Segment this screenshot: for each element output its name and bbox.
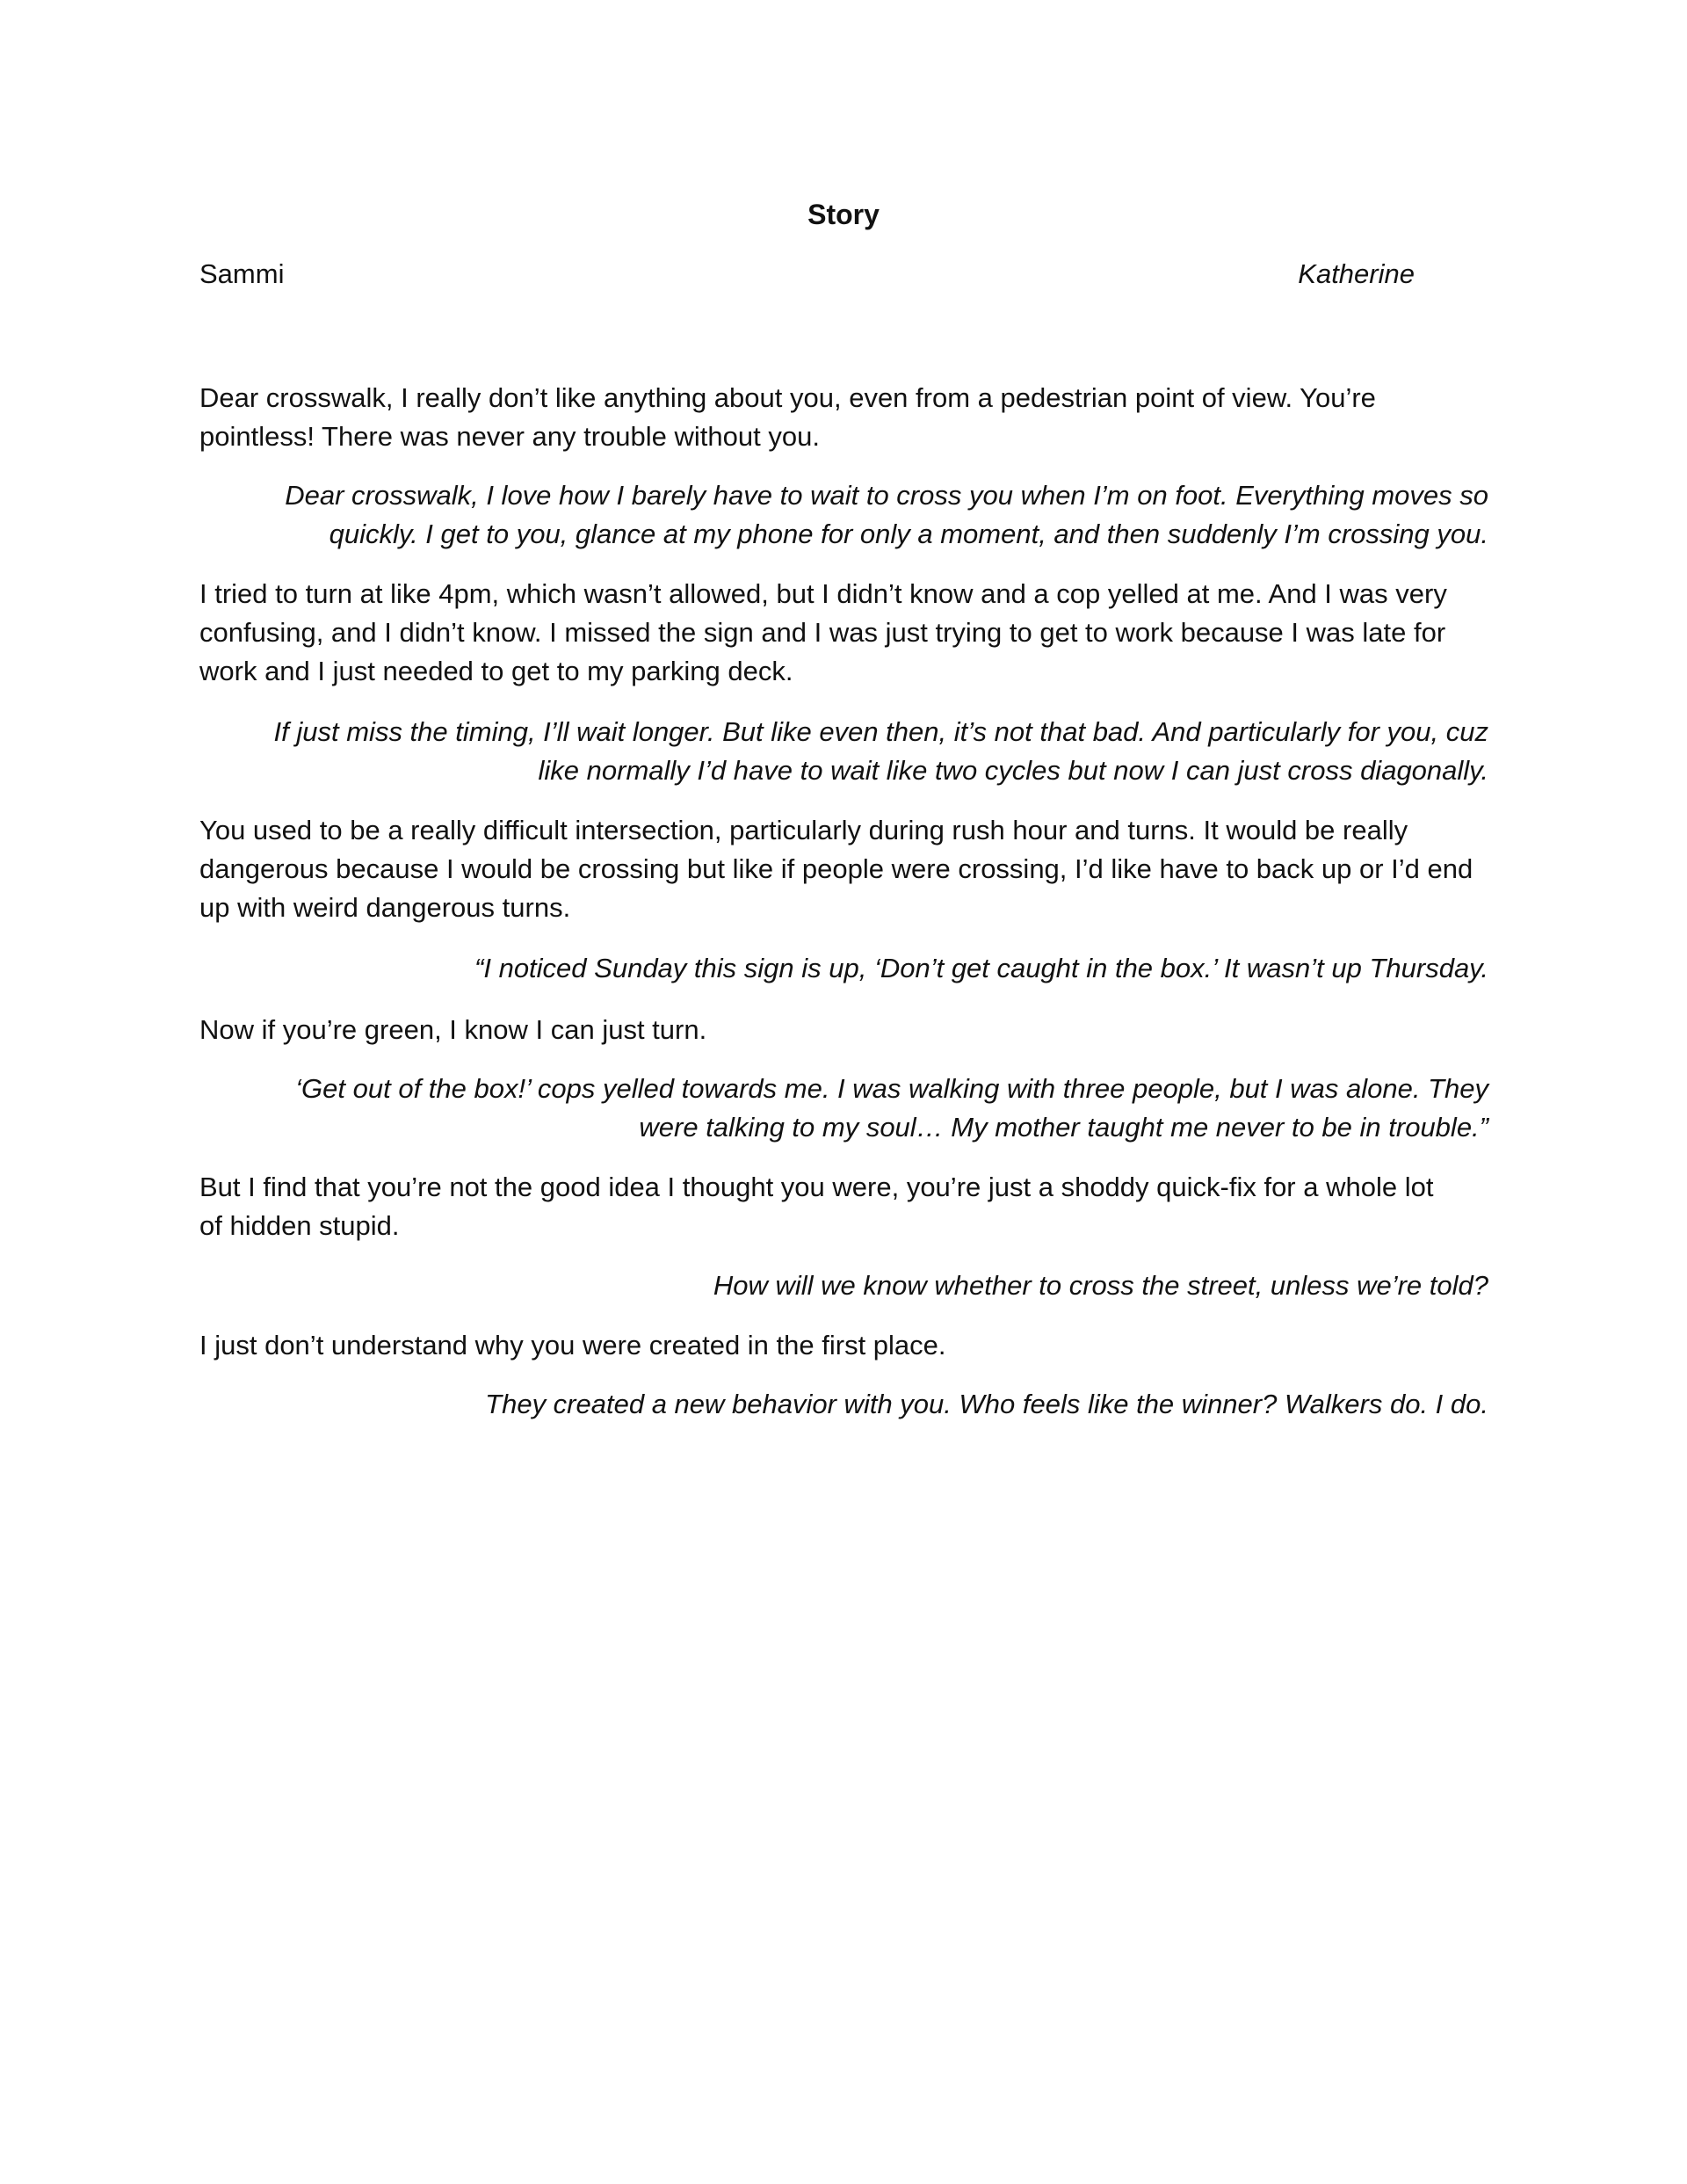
text-line: But I find that you’re not the good idea I thought you were, you’re just a shoddy quick-fix for a whole lot	[199, 1172, 1434, 1202]
paragraph-katherine	[199, 949, 1488, 988]
text-line: They created a new behavior with you. Who feels like the winner? Walkers do. I do.	[485, 1389, 1488, 1419]
paragraph-sammi	[199, 1011, 1488, 1049]
text-line: work and I just needed to get to my parking deck.	[199, 656, 793, 686]
text-line: of hidden stupid.	[199, 1210, 400, 1241]
text-line: like normally I’d have to wait like two cycles but now I can just cross diagonally.	[538, 755, 1488, 786]
text-line: pointless! There was never any trouble without you.	[199, 421, 820, 452]
paragraph-sammi	[199, 1168, 1488, 1245]
paragraph-sammi	[199, 379, 1488, 456]
text-line: were talking to my soul… My mother taught me never to be in trouble.”	[639, 1112, 1488, 1143]
paragraph-katherine	[199, 713, 1488, 790]
paragraph-katherine	[199, 476, 1488, 554]
text-line: I just don’t understand why you were created in the first place.	[199, 1330, 946, 1360]
paragraph-katherine	[199, 1070, 1488, 1147]
text-line: You used to be a really difficult intersection, particularly during rush hour and turns. It would be really	[199, 815, 1408, 845]
text-line: Dear crosswalk, I really don’t like anything about you, even from a pedestrian point of view. You’re	[199, 382, 1376, 413]
text-line: How will we know whether to cross the street, unless we’re told?	[713, 1270, 1488, 1301]
paragraph-sammi	[199, 575, 1488, 691]
text-line: confusing, and I didn’t know. I missed the sign and I was just trying to get to work because I was late for	[199, 617, 1446, 648]
paragraph-sammi	[199, 811, 1488, 927]
paragraph-katherine	[199, 1266, 1488, 1305]
text-line: If just miss the timing, I’ll wait longer. But like even then, it’s not that bad. And particularly for you, cuz	[273, 716, 1488, 747]
paragraph-katherine	[199, 1385, 1488, 1424]
speaker-name-left: Sammi	[199, 258, 285, 289]
text-line: I tried to turn at like 4pm, which wasn’t allowed, but I didn’t know and a cop yelled at me. And I was very	[199, 578, 1447, 609]
text-line: up with weird dangerous turns.	[199, 892, 571, 923]
text-line: dangerous because I would be crossing but like if people were crossing, I’d like have to back up or I’d end	[199, 853, 1473, 884]
text-line: Dear crosswalk, I love how I barely have to wait to cross you when I’m on foot. Everything moves so	[285, 480, 1488, 511]
document-title: Story	[807, 199, 880, 230]
text-line: Now if you’re green, I know I can just turn.	[199, 1014, 707, 1045]
speaker-name-right: Katherine	[1298, 258, 1415, 289]
speaker-header	[199, 255, 1415, 294]
text-line: quickly. I get to you, glance at my phone for only a moment, and then suddenly I’m crossing you.	[329, 519, 1488, 549]
text-line: “I noticed Sunday this sign is up, ‘Don’t get caught in the box.’ It wasn’t up Thursday.	[474, 953, 1488, 983]
paragraph-sammi	[199, 1326, 1488, 1365]
text-line: ‘Get out of the box!’ cops yelled towards me. I was walking with three people, but I was alone. They	[295, 1073, 1488, 1104]
